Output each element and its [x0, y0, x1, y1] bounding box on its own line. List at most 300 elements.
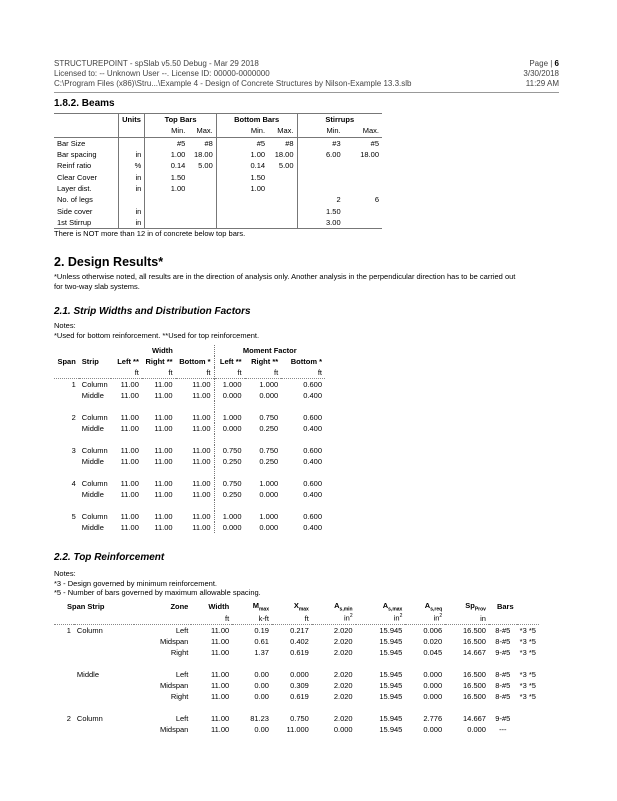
strip-span-number: 5: [71, 512, 76, 521]
top-cell: 0.000: [423, 680, 443, 690]
top-cell: 0.020: [423, 636, 443, 646]
beams-cell: #5: [370, 138, 379, 148]
strip-cell: 0.000: [259, 523, 279, 532]
top-cell: 15.945: [379, 713, 403, 723]
strip-span-number: [54, 522, 79, 533]
strip-cell: 0.600: [303, 446, 322, 455]
strip-name: Middle: [81, 490, 104, 499]
beams-note: There is NOT more than 12 in of concrete below top bars.: [54, 229, 246, 238]
top-cell: 11.000: [286, 724, 309, 734]
strip-cell: 11.00: [120, 424, 139, 433]
top-note-1: *3 - Design governed by minimum reinforcement.: [54, 578, 217, 588]
top-unit-width: ft: [225, 613, 230, 623]
strip-cell: 0.000: [214, 390, 245, 401]
beams-row: [54, 149, 382, 160]
top-cell: 2.020: [333, 647, 353, 657]
top-cell: 2.776: [423, 713, 443, 723]
top-col-asmax: $A_{s,max}$: [382, 601, 403, 613]
beams-cell: [268, 194, 297, 205]
strip-notes-label: Notes:: [54, 321, 76, 330]
beams-row: [54, 217, 382, 229]
top-cell: 14.667: [463, 647, 486, 657]
top-cell: ---: [499, 724, 507, 734]
top-cell: 11.00: [210, 691, 230, 701]
strip-cell: 11.00: [154, 512, 173, 521]
beams-head-units: Units: [118, 114, 145, 126]
beams-cell: [188, 217, 216, 229]
strip-cell: 1.000: [214, 511, 245, 522]
top-span-number: [54, 724, 74, 735]
top-cell: *3 *5: [519, 625, 536, 635]
design-note-line2: for two-way slab systems.: [54, 281, 140, 291]
top-unit-asmax: $in^2$: [393, 613, 403, 623]
top-row: [54, 724, 539, 735]
strip-cell: 1.000: [214, 379, 245, 391]
beams-cell: [118, 194, 145, 205]
beams-subhead: Min.: [297, 125, 344, 137]
beams-cell: 1.00: [145, 149, 188, 160]
strip-cell: 0.400: [303, 391, 322, 400]
top-cell: *3 *5: [519, 680, 536, 690]
strip-cell: 11.00: [192, 523, 211, 532]
top-zone: Right: [170, 647, 189, 657]
top-unit-xmax: ft: [304, 613, 309, 623]
strip-group-moment: Moment Factor: [214, 345, 325, 356]
design-results-title: 2. Design Results*: [54, 255, 164, 269]
beams-cell: 2: [297, 194, 344, 205]
top-cell: 15.945: [379, 625, 403, 635]
strip-name: Middle: [81, 391, 104, 400]
strip-cell: 11.00: [120, 512, 139, 521]
strip-cell: 11.00: [192, 457, 211, 466]
strip-cell: 0.750: [214, 478, 245, 489]
top-zone: Midspan: [160, 636, 189, 646]
beams-cell: 18.00: [360, 150, 379, 160]
top-note-2: *5 - Number of bars governed by maximum allowable spacing.: [54, 588, 261, 597]
strip-cell: 11.00: [192, 391, 211, 400]
top-span-number: [54, 647, 74, 658]
strip-span-number: 1: [71, 380, 76, 389]
strip-cell: 0.000: [214, 522, 245, 533]
top-cell: 9-#5: [495, 647, 511, 657]
beams-subhead: Min.: [216, 125, 268, 137]
strip-row: [54, 390, 325, 401]
strip-row: [54, 478, 325, 489]
top-cell: *3 *5: [519, 647, 536, 657]
top-cell: 15.945: [379, 669, 403, 679]
top-row: [54, 691, 539, 702]
strip-span-number: 3: [71, 446, 76, 455]
beams-row: [54, 183, 382, 194]
beams-row-label: Bar Size: [57, 138, 86, 148]
top-row: [54, 713, 539, 724]
beams-cell: in: [118, 205, 145, 216]
beams-cell: 1.50: [216, 171, 268, 182]
top-cell: *3 *5: [519, 669, 536, 679]
top-cell: 0.309: [290, 680, 309, 690]
beams-cell: in: [118, 183, 145, 194]
row-spacer: [54, 500, 325, 511]
strip-cell: 0.600: [303, 413, 322, 422]
top-reinf-table: [54, 601, 539, 735]
top-col-zone: Zone: [170, 602, 189, 612]
top-zone: Midspan: [160, 724, 189, 734]
top-cell: 2.020: [333, 691, 353, 701]
strip-cell: 0.600: [303, 479, 322, 488]
beams-title: 1.8.2. Beams: [54, 98, 115, 109]
strip-span-number: [54, 456, 79, 467]
strip-cell: 0.600: [303, 380, 322, 389]
strip-span-number: [54, 423, 79, 434]
beams-cell: [268, 205, 297, 216]
row-spacer: [54, 658, 539, 669]
top-cell: 11.00: [210, 636, 230, 646]
top-col-asreq: $A_{s,req}$: [424, 601, 443, 613]
strip-row: [54, 511, 325, 522]
beams-row-label: No. of legs: [57, 195, 93, 205]
top-span-number: [54, 669, 74, 680]
strip-col-strip: Strip: [81, 357, 99, 366]
strip-name: Column: [81, 413, 108, 422]
strip-cell: 11.00: [154, 446, 173, 455]
top-strip-name: Middle: [76, 669, 99, 679]
beams-row-label: Bar spacing: [57, 150, 97, 160]
beams-head-top: Top Bars: [145, 114, 216, 126]
strip-col-span: Span: [57, 357, 76, 366]
strip-cell: 11.00: [120, 391, 139, 400]
beams-cell: 6: [374, 195, 379, 205]
top-cell: 0.000: [423, 724, 443, 734]
top-cell: *3 *5: [519, 691, 536, 701]
top-cell: 16.500: [463, 636, 486, 646]
strip-cell: 0.000: [214, 423, 245, 434]
strip-note: *Used for bottom reinforcement. **Used for top reinforcement.: [54, 330, 260, 340]
top-cell: 0.61: [254, 636, 269, 646]
top-cell: 15.945: [379, 636, 403, 646]
beams-cell: [216, 194, 268, 205]
strip-cell: 11.00: [120, 380, 139, 389]
beams-row: [54, 160, 382, 171]
strip-span-number: [54, 390, 79, 401]
strip-name: Middle: [81, 457, 104, 466]
top-cell: 0.619: [290, 691, 309, 701]
top-zone: Left: [175, 713, 189, 723]
strip-cell: 11.00: [120, 457, 139, 466]
strip-cell: 11.00: [154, 413, 173, 422]
strip-cell: 11.00: [154, 457, 173, 466]
top-strip-name: [74, 636, 134, 647]
top-cell: [517, 724, 539, 735]
strip-col-left: Left **: [214, 356, 245, 367]
beams-cell: %: [118, 160, 145, 171]
top-cell: 0.000: [423, 669, 443, 679]
row-spacer: [54, 401, 325, 412]
top-cell: 0.00: [254, 680, 269, 690]
top-unit-asmin: $in^2$: [343, 613, 353, 623]
beams-cell: 1.00: [216, 149, 268, 160]
strip-cell: 0.750: [214, 445, 245, 456]
beams-head-bottom: Bottom Bars: [216, 114, 297, 126]
beams-cell: 1.00: [216, 183, 268, 194]
top-span-number: [54, 680, 74, 691]
design-results-note: [54, 272, 515, 291]
beams-cell: [297, 171, 344, 182]
strip-row: [54, 456, 325, 467]
beams-row: [54, 194, 382, 205]
top-cell: 0.19: [254, 625, 269, 635]
top-cell: 8-#5: [495, 636, 511, 646]
strip-cell: 0.400: [303, 457, 322, 466]
beams-cell: 1.50: [145, 171, 188, 182]
strip-name: Middle: [81, 523, 104, 532]
top-cell: 15.945: [379, 724, 403, 734]
top-unit-sp: in: [480, 613, 486, 623]
beams-cell: [118, 137, 145, 149]
top-cell: 16.500: [463, 669, 486, 679]
top-row: [54, 647, 539, 658]
beams-cell: [344, 217, 382, 229]
beams-row-label: Side cover: [57, 206, 93, 216]
strip-cell: 1.000: [259, 479, 279, 488]
top-cell: 8-#5: [495, 625, 511, 635]
header-program: STRUCTUREPOINT - spSlab v5.50 Debug - Mar 29 2018: [54, 59, 259, 68]
beams-cell: #3: [297, 137, 344, 149]
top-strip-name: [74, 724, 134, 735]
beams-cell: [344, 205, 382, 216]
top-cell: 81.23: [250, 713, 269, 723]
strip-unit: ft: [214, 367, 245, 379]
top-cell: 11.00: [210, 680, 230, 690]
strip-row: [54, 423, 325, 434]
beams-cell: [145, 194, 188, 205]
strip-name: Column: [81, 446, 108, 455]
top-cell: 0.00: [254, 691, 269, 701]
header-license: Licensed to: -- Unknown User --. License ID: 00000-0000000: [54, 69, 270, 78]
strip-unit: ft: [134, 368, 139, 377]
strip-cell: 0.000: [259, 391, 279, 400]
beams-cell: [344, 160, 382, 171]
top-cell: 11.00: [210, 724, 230, 734]
beams-table: [54, 113, 382, 229]
strip-cell: 0.600: [303, 512, 322, 521]
top-cell: 0.750: [290, 713, 309, 723]
strip-cell: 0.400: [303, 490, 322, 499]
beams-row-label: Clear Cover: [57, 172, 98, 182]
beams-cell: #8: [285, 138, 294, 148]
strip-cell: 11.00: [154, 479, 173, 488]
strip-col-bottom: Bottom *: [179, 357, 211, 366]
beams-cell: #5: [145, 137, 188, 149]
top-notes-label: Notes:: [54, 569, 76, 578]
strip-cell: 0.750: [259, 413, 279, 422]
top-cell: 11.00: [210, 713, 230, 723]
top-cell: 0.000: [333, 724, 353, 734]
top-span-number: [54, 636, 74, 647]
top-col-span-strip: Span Strip: [67, 602, 105, 612]
top-col-mmax: $M_{max}$: [252, 601, 269, 613]
top-strip-name: Column: [76, 713, 103, 723]
strip-col-left: Left **: [117, 357, 139, 366]
strip-cell: 11.00: [120, 490, 139, 499]
beams-cell: [216, 205, 268, 216]
top-zone: Midspan: [160, 680, 189, 690]
top-cell: 16.500: [463, 691, 486, 701]
beams-row: [54, 205, 382, 216]
top-zone: Left: [175, 669, 189, 679]
beams-cell: [216, 217, 268, 229]
top-cell: 2.020: [333, 669, 353, 679]
top-cell: 0.217: [290, 625, 309, 635]
beams-cell: in: [118, 149, 145, 160]
beams-cell: #8: [204, 138, 213, 148]
strip-cell: 0.000: [259, 490, 279, 499]
beams-cell: [188, 183, 216, 194]
strip-cell: 11.00: [120, 446, 139, 455]
top-cell: 16.500: [463, 625, 486, 635]
top-col-asmin: $A_{s,min}$: [334, 601, 353, 613]
strip-cell: 11.00: [154, 391, 173, 400]
beams-cell: [145, 205, 188, 216]
strip-cell: 0.250: [214, 456, 245, 467]
top-cell: 2.020: [333, 625, 353, 635]
row-spacer: [54, 467, 325, 478]
beams-cell: [344, 171, 382, 182]
strip-cell: 11.00: [192, 512, 211, 521]
top-cell: 1.37: [254, 647, 269, 657]
beams-cell: 0.14: [145, 160, 188, 171]
beams-row: [54, 171, 382, 182]
top-cell: 15.945: [379, 680, 403, 690]
beams-cell: in: [118, 217, 145, 229]
beams-cell: [188, 171, 216, 182]
strip-span-number: [54, 489, 79, 500]
top-cell: 0.006: [423, 625, 443, 635]
top-strip-name: Column: [76, 625, 103, 635]
top-cell: 0.00: [254, 724, 269, 734]
strip-row: [54, 412, 325, 423]
row-spacer: [54, 434, 325, 445]
strip-col-right: Right **: [145, 357, 173, 366]
beams-cell: #5: [216, 137, 268, 149]
strip-cell: 11.00: [120, 413, 139, 422]
strip-cell: 11.00: [154, 380, 173, 389]
top-cell: 15.945: [379, 647, 403, 657]
top-cell: 2.020: [333, 713, 353, 723]
top-span-number: 2: [66, 713, 71, 723]
top-cell: 0.00: [254, 669, 269, 679]
page-number: 6: [554, 59, 559, 68]
strip-unit: ft: [206, 368, 211, 377]
top-strip-name: [74, 647, 134, 658]
strip-cell: 11.00: [154, 424, 173, 433]
strip-span-number: 2: [71, 413, 76, 422]
strip-unit: ft: [274, 368, 279, 377]
strip-title: 2.1. Strip Widths and Distribution Factors: [54, 306, 251, 317]
top-row: [54, 680, 539, 691]
strip-cell: 0.400: [303, 424, 322, 433]
strip-cell: 1.000: [259, 512, 279, 521]
strip-cell: 11.00: [192, 446, 211, 455]
top-cell: 14.667: [463, 713, 486, 723]
beams-cell: [145, 217, 188, 229]
beams-cell: [344, 183, 382, 194]
strip-cell: 0.250: [259, 457, 279, 466]
header-date: 3/30/2018: [523, 69, 559, 78]
top-col-width: Width: [208, 602, 230, 612]
beams-cell: 18.00: [274, 150, 294, 160]
top-unit-asreq: $in^2$: [433, 613, 443, 623]
header-file-path: C:\Program Files (x86)\Stru...\Example 4 - Design of Concrete Structures by Nilson-Example 13.3.slb: [54, 79, 412, 88]
top-cell: 11.00: [210, 669, 230, 679]
top-span-number: 1: [66, 625, 71, 635]
strip-notes: [54, 321, 259, 340]
beams-cell: 18.00: [194, 150, 213, 160]
top-col-bars: Bars: [496, 602, 514, 612]
beams-cell: in: [118, 171, 145, 182]
top-cell: [517, 713, 539, 724]
page-label: Page |: [529, 59, 555, 68]
top-col-sp: $Sp_{Prov}$: [465, 601, 486, 613]
top-zone: Left: [175, 625, 189, 635]
header-divider: [54, 92, 559, 93]
top-span-number: [54, 691, 74, 702]
beams-row: [54, 137, 382, 149]
top-row: [54, 624, 539, 636]
top-cell: 9-#5: [495, 713, 511, 723]
strip-name: Column: [81, 512, 108, 521]
top-cell: 2.020: [333, 636, 353, 646]
beams-cell: [188, 194, 216, 205]
strip-table: [54, 345, 325, 533]
top-strip-name: [74, 691, 134, 702]
strip-unit: ft: [168, 368, 173, 377]
beams-cell: [297, 160, 344, 171]
top-reinf-title: 2.2. Top Reinforcement: [54, 552, 165, 563]
strip-span-number: 4: [71, 479, 76, 488]
strip-cell: 11.00: [192, 479, 211, 488]
top-cell: 2.020: [333, 680, 353, 690]
strip-group-width: Width: [152, 346, 173, 355]
top-zone: Right: [170, 691, 189, 701]
top-cell: 8-#5: [495, 669, 511, 679]
strip-cell: 0.750: [259, 446, 279, 455]
strip-cell: 0.250: [214, 489, 245, 500]
beams-row-label: Reinf ratio: [57, 161, 92, 171]
top-cell: 0.619: [290, 647, 309, 657]
beams-subhead: Max.: [277, 126, 294, 136]
beams-subhead: Max.: [362, 126, 379, 136]
strip-unit: ft: [317, 368, 322, 377]
strip-name: Column: [81, 479, 108, 488]
top-cell: 0.402: [290, 636, 309, 646]
strip-name: Middle: [81, 424, 104, 433]
top-cell: 16.500: [463, 680, 486, 690]
beams-row-label: Layer dist.: [57, 183, 92, 193]
beams-cell: 5.00: [198, 161, 213, 171]
strip-name: Column: [81, 380, 108, 389]
top-cell: 0.000: [423, 691, 443, 701]
top-cell: 8-#5: [495, 680, 511, 690]
beams-row-label: 1st Stirrup: [57, 217, 92, 227]
beams-cell: 5.00: [278, 161, 294, 171]
beams-cell: 0.14: [216, 160, 268, 171]
strip-row: [54, 489, 325, 500]
beams-cell: 6.00: [297, 149, 344, 160]
strip-cell: 11.00: [120, 479, 139, 488]
strip-row: [54, 445, 325, 456]
beams-cell: [188, 205, 216, 216]
strip-cell: 0.400: [303, 523, 322, 532]
